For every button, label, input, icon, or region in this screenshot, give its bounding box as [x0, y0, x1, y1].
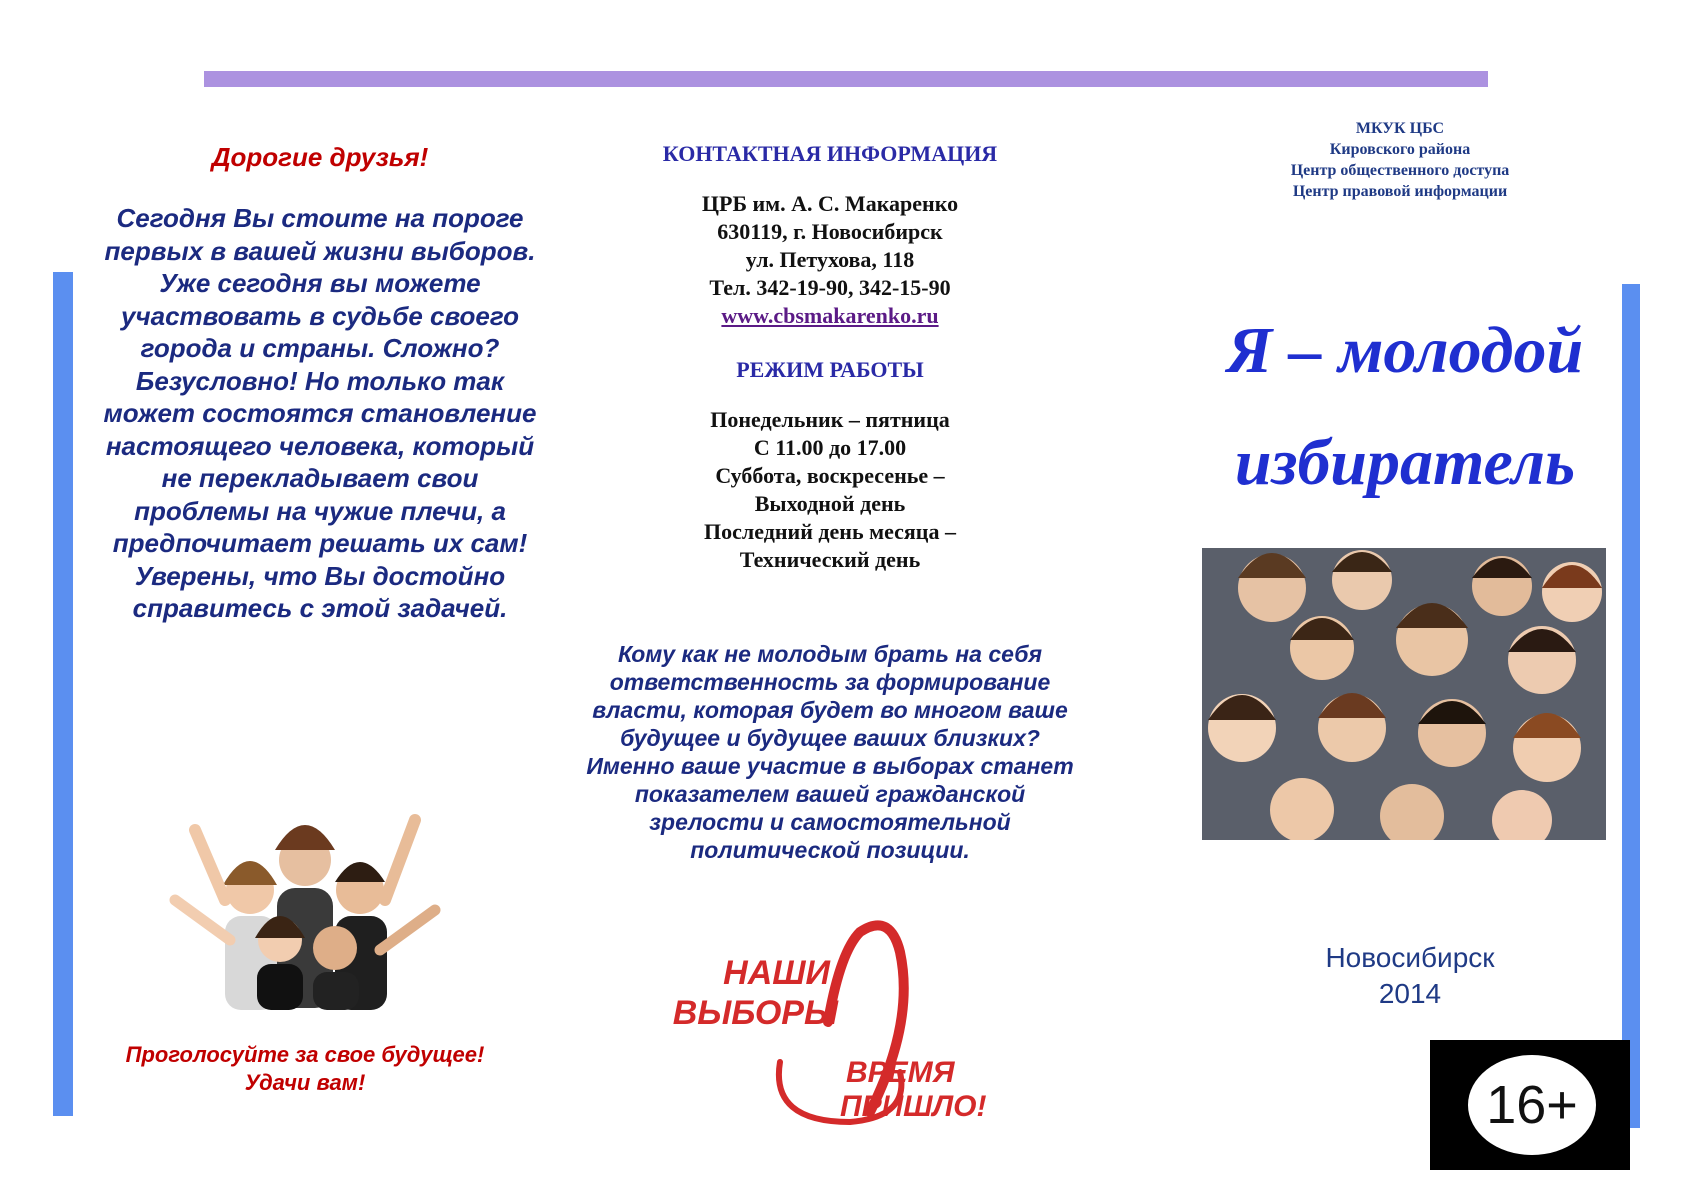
group-photo: [1202, 548, 1606, 840]
top-divider: [204, 71, 1488, 87]
title-line: Я – молодой: [1226, 314, 1584, 387]
middle-panel: [600, 140, 1060, 574]
logo-text: НАШИ: [723, 954, 830, 992]
age-rating-label: 16+: [1468, 1055, 1596, 1155]
elections-logo: [660, 912, 1010, 1132]
greeting-heading: Дорогие друзья!: [211, 142, 429, 172]
face-figure: [1508, 626, 1576, 694]
face-figure: [1418, 699, 1486, 767]
org-line: Кировского района: [1329, 141, 1471, 158]
brochure-title: [1185, 295, 1625, 519]
city-name: Новосибирск: [1325, 942, 1495, 973]
contact-line: ул. Петухова, 118: [745, 247, 915, 272]
logo-text: ВРЕМЯ: [846, 1056, 955, 1089]
age-rating-badge: [1430, 1040, 1630, 1170]
face-figure: [1542, 562, 1602, 622]
hours-info: [600, 406, 1060, 574]
left-accent-bar: [53, 272, 73, 1116]
closing-line: Проголосуйте за свое будущее!: [125, 1042, 485, 1067]
contact-line: ЦРБ им. А. С. Макаренко: [701, 191, 959, 216]
city-year: [1290, 940, 1530, 1012]
left-panel: [100, 140, 540, 625]
contact-info: [600, 190, 1060, 330]
greeting-paragraph: Сегодня Вы стоите на пороге первых в вашей жизни выборов. Уже сегодня вы можете участвовать в судьбе своего города и страны. Сложно? Безусловно! Но только так может состоятся становление настоящего человека, который не перекладывает свои проблемы на чужие плечи, а предпочитает решать их сам! Уверены, что Вы достойно справитесь с этой задачей.: [103, 203, 537, 623]
closing-line: Удачи вам!: [244, 1070, 366, 1095]
org-line: Центр общественного доступа: [1290, 162, 1510, 179]
face-figure: [1208, 694, 1276, 762]
hours-line: С 11.00 до 17.00: [753, 435, 907, 460]
hours-line: Выходной день: [754, 491, 906, 516]
appeal-paragraph: Кому как не молодым брать на себя ответственность за формирование власти, которая будет во многом ваше будущее и будущее ваших близких? Именно ваше участие в выборах станет показателем вашей гражданской зрелости и самостоятельной политической позиции.: [586, 641, 1074, 863]
website-link[interactable]: www.cbsmakarenko.ru: [721, 303, 939, 328]
organization-block: [1220, 118, 1580, 202]
contact-heading: КОНТАКТНАЯ ИНФОРМАЦИЯ: [662, 141, 998, 166]
hours-heading: РЕЖИМ РАБОТЫ: [736, 357, 924, 382]
org-line: МКУК ЦБС: [1355, 120, 1445, 137]
hours-line: Суббота, воскресенье –: [715, 463, 945, 488]
hours-line: Технический день: [739, 547, 921, 572]
hours-line: Последний день месяца –: [704, 519, 956, 544]
contact-line: Тел. 342-19-90, 342-15-90: [709, 275, 951, 300]
friends-photo: [155, 790, 455, 1010]
logo-text: ПРИШЛО!: [840, 1090, 987, 1123]
face-figure: [1332, 550, 1392, 610]
year: 2014: [1378, 978, 1442, 1009]
face-figure: [1290, 616, 1354, 680]
face-figure: [1472, 556, 1532, 616]
title-line: избиратель: [1234, 426, 1576, 499]
closing-message: [100, 1041, 510, 1097]
contact-line: 630119, г. Новосибирск: [717, 219, 943, 244]
hours-line: Понедельник – пятница: [710, 407, 950, 432]
org-line: Центр правовой информации: [1292, 183, 1508, 200]
logo-text: ВЫБОРЫ: [672, 994, 838, 1032]
right-panel: [1220, 118, 1580, 202]
